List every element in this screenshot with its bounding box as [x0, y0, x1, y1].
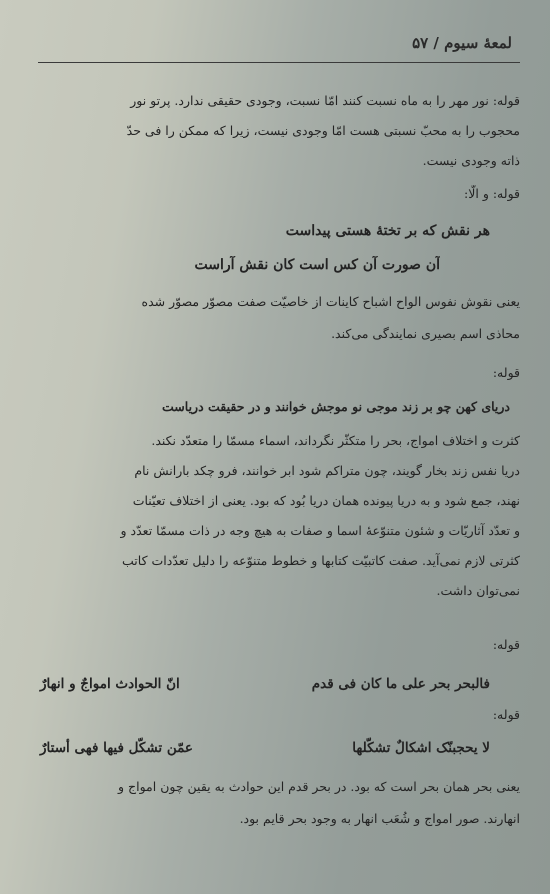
text-line: قوله: و الّا:: [464, 186, 520, 201]
verse-hemistich: عمّن تشکّل فیها فهی أستارٌ: [40, 740, 193, 756]
verse-hemistich: فالبحر بحر علی ما کان فی قدم: [311, 676, 490, 692]
text-line: ذاته وجودی نیست.: [422, 153, 520, 168]
arabic-verse-2: [40, 740, 490, 756]
text-line: کثرتی لازم نمی‌آید. صفت کاتبیّت کتابها و خطوط متنوّعه را دلیل تعدّدات کاتب: [122, 553, 520, 568]
text-line: یعنی نقوش نفوس الواح اشباح کاینات از خاصیّت صفت مصوّر مصوّر شده: [141, 294, 520, 309]
text-line: قوله: نور مهر را به ماه نسبت کنند امّا نسبت، وجودی حقیقی ندارد. پرتو نور: [130, 93, 520, 108]
text-line: محاذی اسم بصیری نمایندگی می‌کند.: [331, 326, 520, 341]
running-header: لمعهٔ سیوم / ۵۷: [412, 34, 512, 52]
text-line: دریا نفس زند بخار گویند، چون متراکم شود ابر خوانند، فرو چکد بارانش نام: [134, 463, 520, 478]
verse-hemistich: انّ الحوادث امواجٌ و انهارٌ: [40, 676, 180, 692]
verse-hemistich: لا یحجبنّک اشکالٌ تشکّلها: [352, 740, 490, 756]
text-line: نمی‌توان داشت.: [436, 583, 520, 598]
text-line: انهارند. صور امواج و شُعَب انهار به وجود بحر قایم بود.: [239, 811, 520, 826]
text-line: و تعدّد آثاریّات و شئون متنوّعهٔ اسما و صفات به هیچ وجه در ذات مسمّا تعدّد و: [120, 523, 520, 538]
text-line: قوله:: [492, 707, 520, 722]
text-line: نهند، جمع شود و به دریا پیونده همان دریا بُود که بود. یعنی از اختلاف تعیّنات: [132, 493, 520, 508]
poem-line: آن صورت آن کس است کان نقش آراست: [194, 257, 440, 273]
text-line: قوله:: [492, 365, 520, 380]
text-line: قوله:: [492, 637, 520, 652]
poem-line: دریای کهن چو بر زند موجی نو موجش خوانند و در حقیقت دریاست: [162, 399, 510, 414]
arabic-verse-1: [40, 676, 490, 692]
text-line: محجوب را به محبّ نسبتی هست امّا وجودی نیست، زیرا که ممکن را فی حدّ: [126, 123, 520, 138]
text-line: یعنی بحر همان بحر است که بود. در بحر قدم این حوادث به یقین چون امواج و: [118, 779, 520, 794]
text-line: کثرت و اختلاف امواج، بحر را متکثّر نگرداند، اسماء مسمّا را متعدّد نکند.: [151, 433, 520, 448]
header-divider: [38, 62, 520, 63]
poem-line: هر نقش که بر تختهٔ هستی پیداست: [285, 223, 490, 239]
